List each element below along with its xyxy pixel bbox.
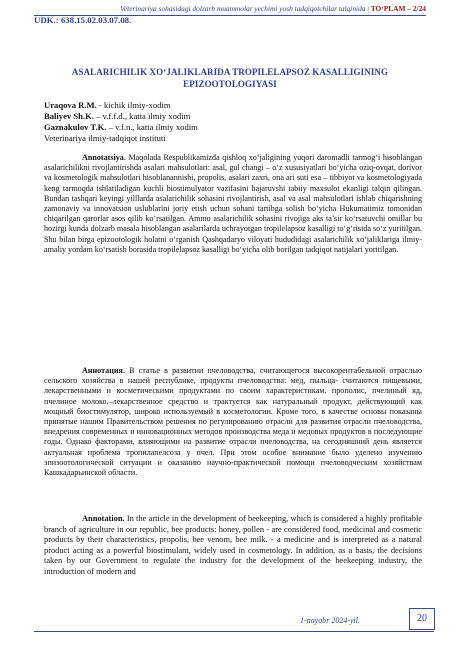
author-role: - kichik ilmiy-xodim [96,100,171,110]
author-role: – v.f.n., katta ilmiy xodim [106,122,198,132]
publication-date: 1-noyabr 2024-yil. [300,616,360,625]
abstract-english-lead: Annotation. [82,514,125,523]
abstract-english [44,514,422,577]
author-line [44,100,424,111]
udk-code: UDK.: 638.15.02.03.07.08. [34,15,132,25]
article-title: ASALARICHILIK XO‘JALIKLARIDA TROPILELAPSOZ KASALLIGINING EPIZOOTOLOGIYASI [71,67,389,89]
author-block [44,100,424,144]
issue-label: TO‘PLAM – 2/24 [370,4,426,13]
abstract-russian-lead: Аннотация. [82,366,125,375]
author-name: Gaznakulov T.K. [44,122,107,132]
journal-name: Veterinariya sohasidagi dolzarb muammolar yechimi yosh tadqiqotchilar talqinida [120,4,366,13]
author-line [44,122,424,133]
author-name: Baliyev Sh.K. [44,111,94,121]
author-line [44,111,424,122]
page-number: 20 [409,608,435,630]
abstract-uzbek [44,153,422,255]
header-separator: | [367,4,369,13]
author-role: – v.f.f.d., katta ilmiy xodim [93,111,191,121]
abstract-russian-text: В статье в развитии пчеловодства, считающегося высокорентабельной отраслью сельского хозяйства в нашей республике, продукты пчеловодства: мед, пыльца- считаются пищевыми, лекарственными и косметическими продуктами по своим характеристикам, прополис, пчелиный яд, пчелиное молоко.–лекарственное средство и трактуется как натуральный продукт, действующий как мощный биостимулятор, широко используемый в косметологии. Кроме того, в качестве основы показаны принятые нашим Правительством решения по регулированию отрасли для развития отрасли пчеловодства, внедрения современных и инновационных методов производства меда и медовых продуктов в последующие годы. Однако факторами, влияющими на развитие отрасли пчеловодства, на сегодняшний день является актуальная проблема тропилапелсоза у пчел. При этом особое внимание было уделено изучению эпизоотологической ситуации и оказанию научно-практической помощи пчеловодческим хозяйствам Кашкадарьинской области. [44,366,422,478]
abstract-english-text: In the article in the development of beekeeping, which is considered a highly profitable branch of agriculture in our republic, bee products: honey, pollen - are considered food, medicinal and cosmetic products by their characteristics, propolis, bee venom, bee milk. - a medicine and is interpreted as a natural product acting as a powerful biostimulant, widely used in cosmetology. In addition, as a basis, the decisions taken by our Government to regulate the industry for the development of the beekeeping industry, the introduction of modern and [44,514,422,576]
author-name: Uraqova R.M. [44,100,97,110]
institute-name: Veterinariya ilmiy-tadqiqot instituti [44,133,166,143]
abstract-russian [44,366,422,478]
abstract-uzbek-text: . Maqolada Respublikamizda qishloq xo‘jaligining yuqori daromadli tarmog‘i hisoblangan asalarichilikni rivojlantirishda asalari mahsulotlari: asal, gul changi – o‘z xususiyatlari bo‘yicha oziq-ovqat, dorivor va kosmetologik mahsulotlari hisoblanannishi, propolis, asalari zaxri, ona ari suti esa – tibbiyot va kosmetologiyada keng tarmoqda ishlatiladigan kuchli biostimulyator vazifasini bajaruvshi tabiiy maxsulot ekanligi talqin qilingan. Bundan tashqari keyingi yilllarda asalarichilik sohasini rivojlantirish, asal va asal mahsulotlari ishlab chiqarishning zamonaviy va innovatsion uslublarini joriy etish uchun sohani tartibga solish bo‘yicha Hukumatimiz tomonidan chiqarilgan qarorlar asos qilib ko‘rsatilgan. Ammo asalarichilik sohasini rivojiga aks ta’sir ko‘rsatuvchi omillar bu hozirgi kunda dolzarb masala hisoblangan asalarilarda uchrayotgan tropilelapsoz kasalligi to‘g‘risida so‘z yuritilgan. Shu bilan birga epizootologik holatni o‘rganish Qashqadaryo viloyati hududidagi asalarichilik xo‘jaliklariga ilmiy-amaliy yordam ko‘rsatish borasida tropilelapsoz kasalligi bo‘yicha olib borilgan tadqiqot natijalari yoritilgan. [44,153,422,254]
footer-divider [34,631,434,632]
abstract-uzbek-lead: Annotatsiya [82,153,124,162]
